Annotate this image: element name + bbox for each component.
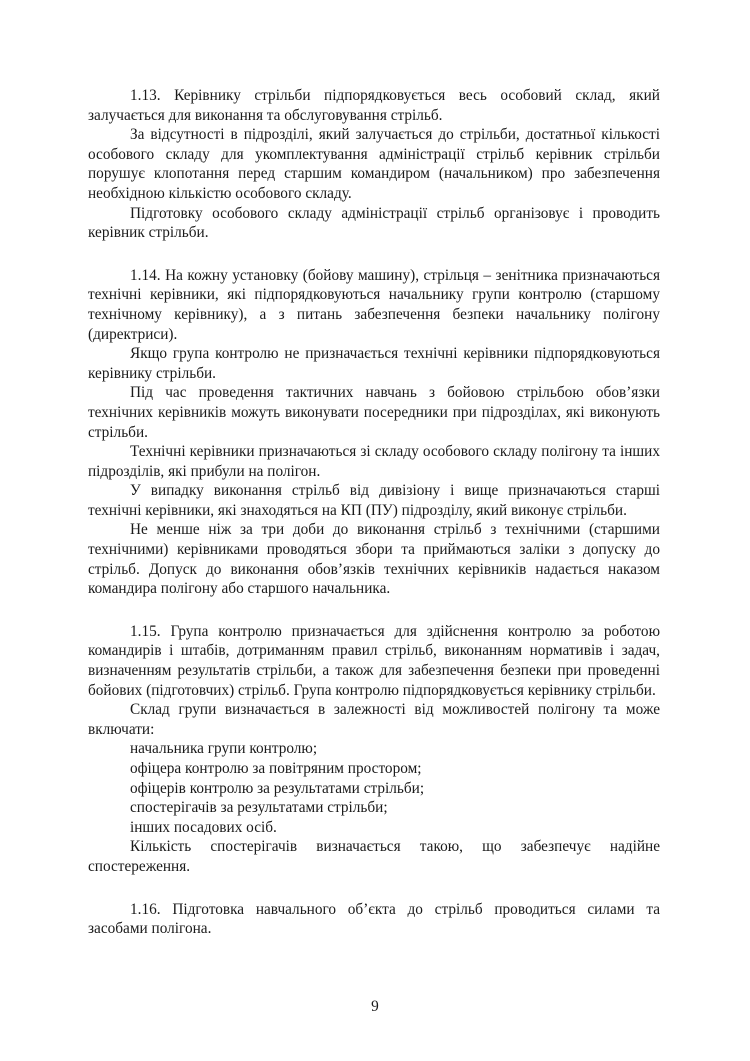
list-item: спостерігачів за результатами стрільби;	[130, 799, 388, 817]
paragraph: Технічні керівники призначаються зі складу особового складу полігону та інших підрозділів, які прибули на полігон.	[88, 443, 660, 480]
document-page	[88, 86, 660, 939]
list-item: офіцерів контролю за результатами стрільби;	[130, 779, 425, 797]
list-item: начальника групи контролю;	[130, 740, 318, 758]
paragraph: 1.16. Підготовка навчального об’єкта до стрільб проводиться силами та засобами полігона.	[88, 900, 660, 938]
paragraph: 1.14. На кожну установку (бойову машину), стрільця – зенітника призначаються технічні керівники, які підпорядковуються начальнику групи контролю (старшому технічному керівнику), а з питань забезпечення безпеки начальнику полігону (директриси).	[88, 266, 660, 343]
paragraph: 1.13. Керівнику стрільби підпорядковується весь особовий склад, який залучається для виконання та обслуговування стрільб.	[88, 87, 660, 124]
section-1-14	[88, 266, 660, 599]
paragraph: За відсутності в підрозділі, який залучається до стрільби, достатньої кількості особового складу для укомплектування адміністрації стрільб керівник стрільби порушує клопотання перед старшим командиром (начальником) про забезпечення необхідною кількістю особового складу.	[88, 126, 660, 202]
paragraph: Склад групи визначається в залежності від можливостей полігону та може включати:	[88, 701, 660, 738]
paragraph: Підготовку особового складу адміністрації стрільб організовує і проводить керівник стрільби.	[88, 204, 660, 242]
paragraph: Під час проведення тактичних навчань з бойовою стрільбою обов’язки технічних керівників можуть виконувати посередники при підрозділах, які виконують стрільби.	[88, 384, 660, 441]
section-1-16	[88, 900, 660, 939]
paragraph: У випадку виконання стрільб від дивізіону і вище призначаються старші технічні керівники, які знаходяться на КП (ПУ) підрозділу, який виконує стрільби.	[88, 482, 660, 519]
list-item: офіцера контролю за повітряним простором;	[130, 760, 422, 777]
section-1-15	[88, 622, 660, 877]
paragraph: Кількість спостерігачів визначається такою, що забезпечує надійне спостереження.	[88, 838, 660, 875]
list-item: інших посадових осіб.	[130, 818, 277, 836]
section-1-13	[88, 86, 660, 243]
paragraph: Якщо група контролю не призначається технічні керівники підпорядковуються керівнику стрільби.	[88, 345, 660, 382]
page-number: 9	[371, 998, 379, 1015]
paragraph: Не менше ніж за три доби до виконання стрільб з технічними (старшими технічними) керівниками проводяться збори та приймаються заліки з допуску до стрільб. Допуск до виконання обов’язків технічних керівників надається наказом командира полігону або старшого начальника.	[88, 521, 660, 598]
paragraph: 1.15. Група контролю призначається для здійснення контролю за роботою командирів і штабів, дотриманням правил стрільб, виконанням нормативів і задач, визначенням результатів стрільби, а також для забезпечення безпеки при проведенні бойових (підготовчих) стрільб. Група контролю підпорядковується керівнику стрільби.	[88, 622, 660, 699]
